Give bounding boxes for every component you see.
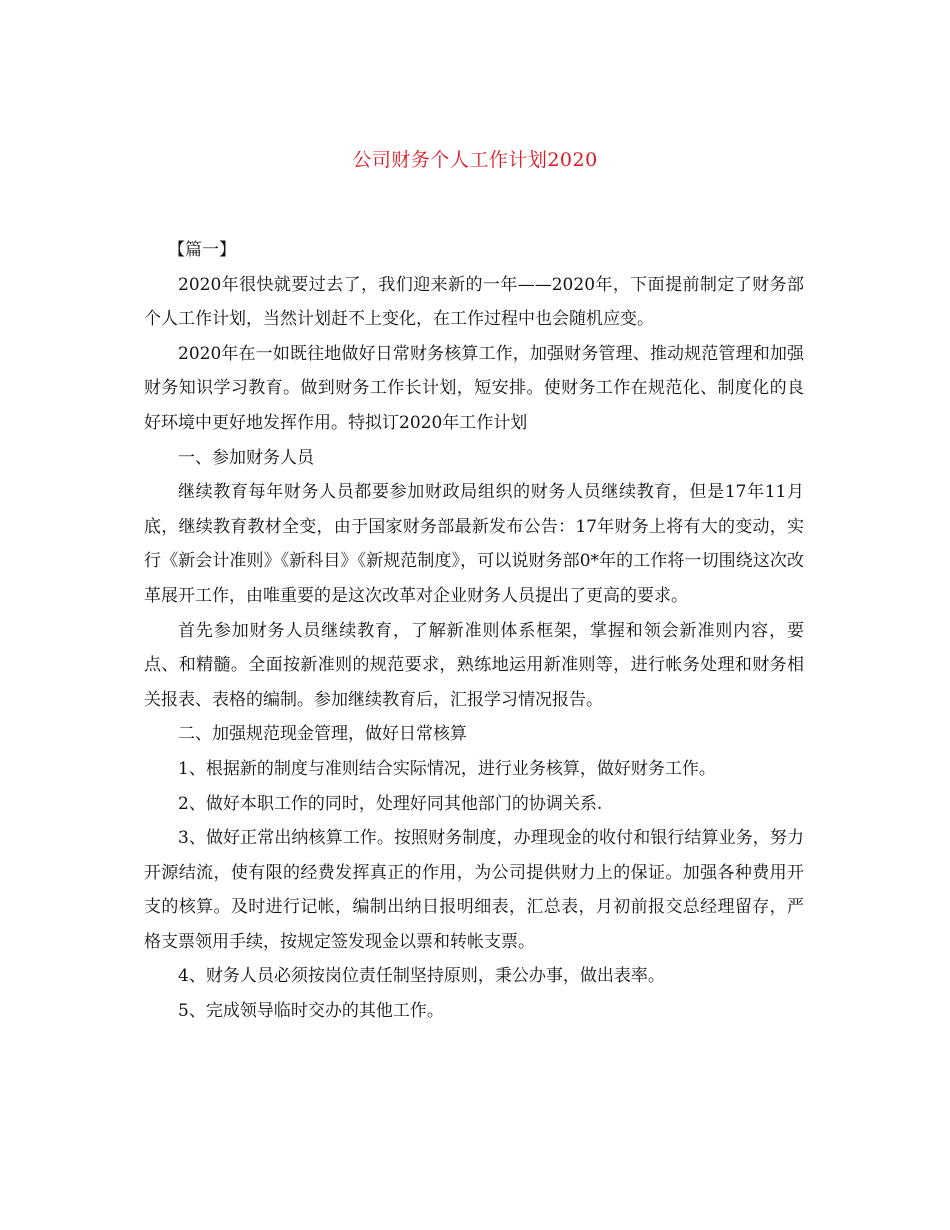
document-body <box>144 233 804 1029</box>
paragraph-overview: 2020年在一如既往地做好日常财务核算工作，加强财务管理、推动规范管理和加强财务知识学习教育。做到财务工作长计划，短安排。使财务工作在规范化、制度化的良好环境中更好地发挥作用。特拟订2020年工作计划 <box>144 343 804 433</box>
list-item-2: 2、做好本职工作的同时，处理好同其他部门的协调关系. <box>178 793 603 814</box>
paragraph-continuing-education: 继续教育每年财务人员都要参加财政局组织的财务人员继续教育，但是17年11月底，继续教育教材全变，由于国家财务部最新发布公告：17年财务上将有大的变动，实行《新会计准则》《新科目》《新规范制度》，可以说财务部0*年的工作将一切围绕这次改革展开工作，由唯重要的是这次改革对企业财务人员提出了更高的要求。 <box>144 482 804 606</box>
document-title: 公司财务个人工作计划2020 <box>352 149 598 171</box>
paragraph-first-steps: 首先参加财务人员继续教育，了解新准则体系框架，掌握和领会新准则内容，要点、和精髓。全面按新准则的规范要求，熟练地运用新准则等，进行帐务处理和财务相关报表、表格的编制。参加继续教育后，汇报学习情况报告。 <box>144 620 804 710</box>
list-item-5: 5、完成领导临时交办的其他工作。 <box>178 1001 444 1022</box>
list-item-3: 3、做好正常出纳核算工作。按照财务制度，办理现金的收付和银行结算业务，努力开源结流，使有限的经费发挥真正的作用，为公司提供财力上的保证。加强各种费用开支的核算。及时进行记帐，编制出纳日报明细表，汇总表，月初前报交总经理留存，严格支票领用手续，按规定签发现金以票和转帐支票。 <box>144 828 804 952</box>
heading-section-2: 二、加强规范现金管理，做好日常核算 <box>178 724 467 745</box>
section-label: 【篇一】 <box>168 240 236 260</box>
paragraph-intro: 2020年很快就要过去了，我们迎来新的一年——2020年，下面提前制定了财务部个人工作计划，当然计划赶不上变化，在工作过程中也会随机应变。 <box>144 274 804 330</box>
heading-section-1: 一、参加财务人员 <box>178 447 314 468</box>
list-item-1: 1、根据新的制度与准则结合实际情况，进行业务核算，做好财务工作。 <box>178 758 716 779</box>
list-item-4: 4、财务人员必须按岗位责任制坚持原则，秉公办事，做出表率。 <box>178 966 665 987</box>
